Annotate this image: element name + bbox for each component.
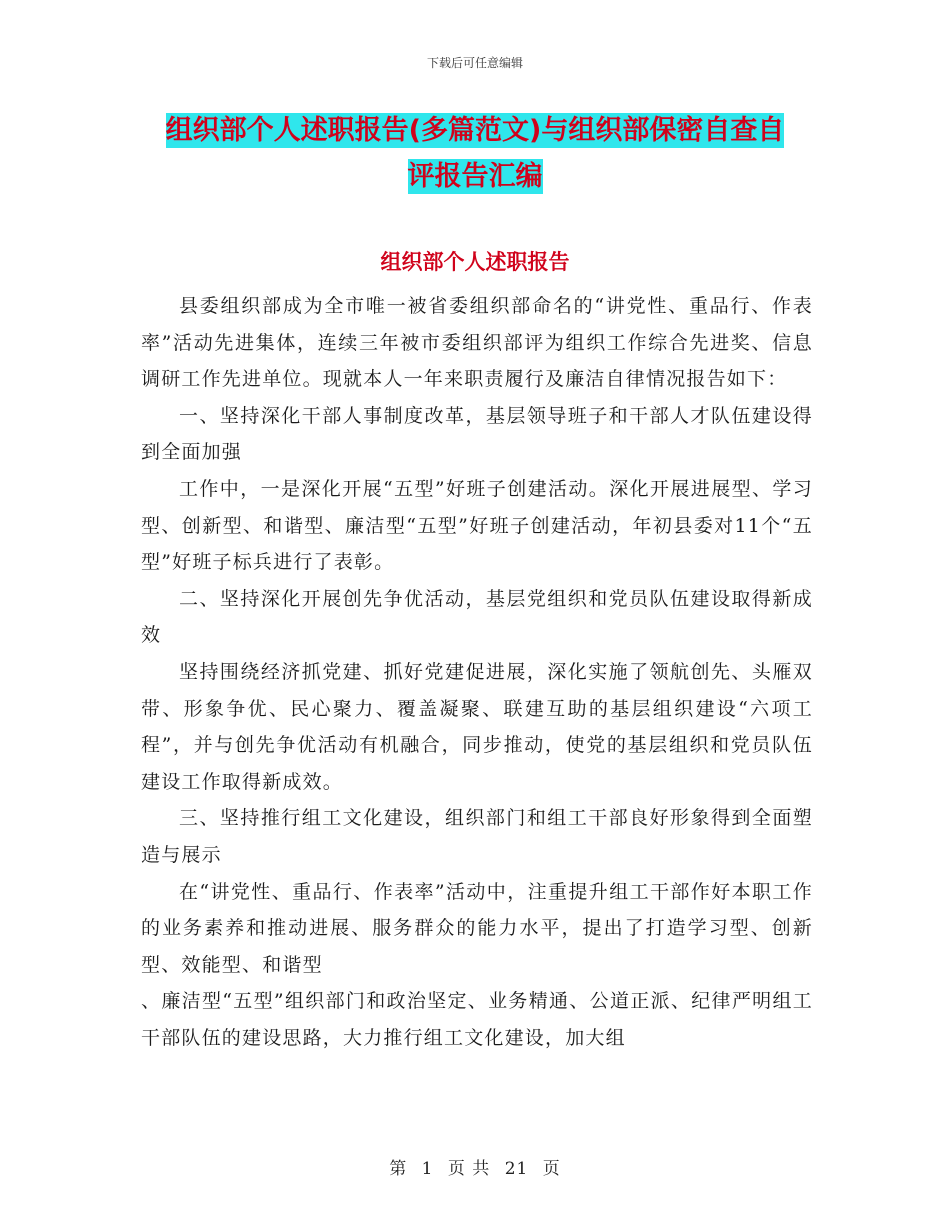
paragraph: 、廉洁型“五型”组织部门和政治坚定、业务精通、公道正派、纪律严明组工干部队伍的建设思路，大力推行组工文化建设，加大组 [141,990,813,1049]
header-note: 下载后可任意编辑 [426,56,523,70]
footer-prefix: 第 [389,1159,408,1179]
body-text [141,288,813,1056]
document-title-line-2: 评报告汇编 [407,161,543,192]
page-number: 1 [421,1159,434,1179]
page-footer [0,1154,950,1179]
paragraph: 二、坚持深化开展创先争优活动，基层党组织和党员队伍建设取得新成效 [141,587,813,647]
paragraph: 一、坚持深化干部人事制度改革，基层领导班子和干部人才队伍建设得到全面加强 [141,404,813,464]
footer-suffix: 页 [542,1159,561,1179]
paragraph: 县委组织部成为全市唯一被省委组织部命名的“讲党性、重品行、作表率”活动先进集体，连续三年被市委组织部评为组织工作综合先进奖、信息调研工作先进单位。现就本人一年来职责履行及廉洁自律情况报告如下： [141,295,813,391]
paragraph: 坚持围绕经济抓党建、抓好党建促进展，深化实施了领航创先、头雁双带、形象争优、民心聚力、覆盖凝聚、联建互助的基层组织建设“六项工程”，并与创先争优活动有机融合，同步推动，使党的基层组织和党员队伍建设工作取得新成效。 [141,660,813,793]
paragraph: 三、坚持推行组工文化建设，组织部门和组工干部良好形象得到全面塑造与展示 [141,807,813,866]
document-title [140,108,810,200]
paragraph: 在“讲党性、重品行、作表率”活动中，注重提升组工干部作好本职工作的业务素养和推动进展、服务群众的能力水平，提出了打造学习型、创新型、效能型、和谐型 [141,880,813,976]
footer-middle: 页 共 [447,1159,491,1179]
paragraph: 工作中，一是深化开展“五型”好班子创建活动。深化开展进展型、学习型、创新型、和谐型、廉洁型“五型”好班子创建活动，年初县委对11个“五型”好班子标兵进行了表彰。 [141,477,813,574]
total-pages: 21 [504,1159,529,1179]
document-title-line-1: 组织部个人述职报告(多篇范文)与组织部保密自查自 [165,115,785,146]
section-title: 组织部个人述职报告 [380,250,570,274]
